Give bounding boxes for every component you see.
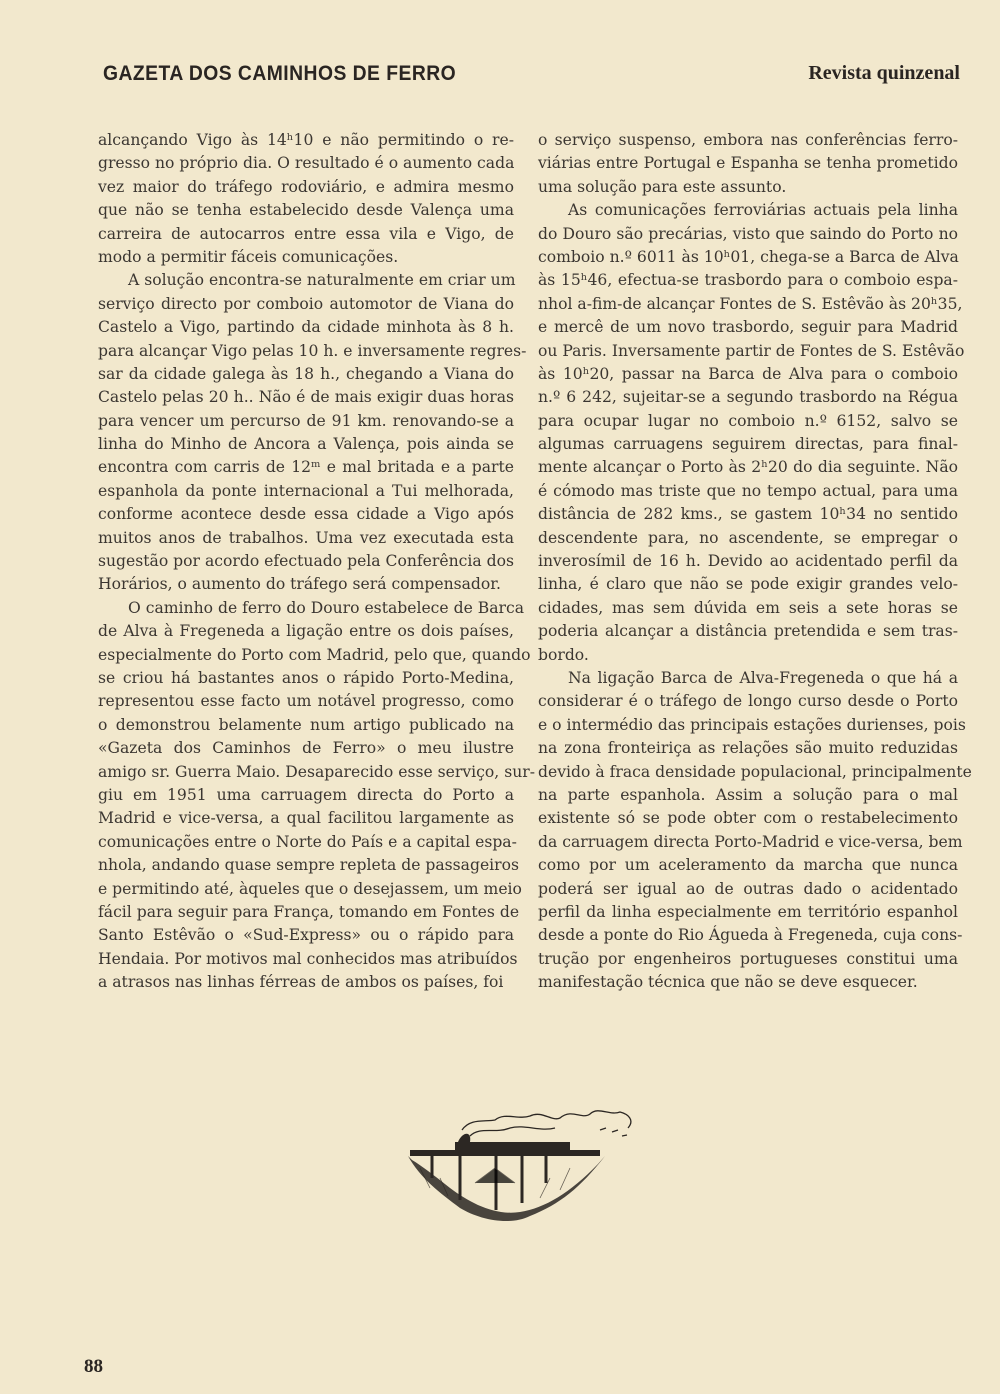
text-line: Madrid e vice-versa, a qual facilitou largamente as: [98, 809, 514, 828]
text-line: como por um aceleramento da marcha que nunca: [538, 856, 958, 875]
text-line: giu em 1951 uma carruagem directa do Porto a: [98, 785, 514, 804]
text-line: ou Paris. Inversamente partir de Fontes de S. Estêvão: [538, 341, 965, 360]
text-line: nhol a-fim-de alcançar Fontes de S. Estêvão às 20ʰ35,: [538, 294, 963, 313]
text-line: manifestação técnica que não se deve esquecer.: [538, 973, 918, 992]
text-line: a atrasos nas linhas férreas de ambos os países, foi: [98, 973, 504, 992]
text-line: Na ligação Barca de Alva-Fregeneda o que há a: [568, 668, 958, 687]
text-line: e permitindo até, àqueles que o desejassem, um meio: [98, 879, 522, 898]
text-line: muitos anos de trabalhos. Uma vez executada esta: [98, 528, 514, 547]
text-line: para vencer um percurso de 91 km. renovando-se a: [98, 411, 514, 430]
text-line: de Alva à Fregeneda a ligação entre os dois países,: [98, 622, 514, 641]
text-line: para ocupar lugar no comboio n.º 6152, salvo se: [538, 411, 958, 430]
running-header-subtitle: Revista quinzenal: [808, 62, 960, 84]
text-line: uma solução para este assunto.: [538, 177, 787, 196]
right-column: [538, 129, 972, 994]
text-line: gresso no próprio dia. O resultado é o aumento cada: [98, 154, 515, 173]
text-line: cidades, mas sem dúvida em seis a sete horas se: [538, 598, 958, 617]
paragraph: [538, 129, 958, 199]
text-line: linha do Minho de Ancora a Valença, pois ainda se: [98, 435, 514, 454]
text-line: o demonstrou belamente num artigo publicado na: [98, 715, 514, 734]
text-line: sar da cidade galega às 18 h., chegando a Viana do: [98, 364, 514, 383]
text-line: sugestão por acordo efectuado pela Conferência dos: [98, 552, 514, 571]
text-line: Castelo pelas 20 h.. Não é de mais exigir duas horas: [98, 388, 514, 407]
paragraph: [98, 269, 527, 596]
text-line: devido à fraca densidade populacional, principalmente: [538, 762, 972, 781]
paragraph: [98, 129, 514, 269]
text-line: conforme acontece desde essa cidade a Vigo após: [98, 505, 514, 524]
text-line: inverosímil de 16 h. Devido ao acidentado perfil da: [538, 552, 958, 571]
text-line: amigo sr. Guerra Maio. Desaparecido esse serviço, sur-: [98, 762, 535, 781]
left-column: [98, 129, 535, 994]
running-header-title: GAZETA DOS CAMINHOS DE FERRO: [103, 62, 457, 85]
text-line: espanhola da ponte internacional a Tui melhorada,: [98, 481, 514, 500]
text-line: desde a ponte do Rio Águeda à Fregeneda, cuja cons-: [538, 926, 963, 945]
text-line: representou esse facto um notável progresso, como: [98, 692, 514, 711]
text-line: se criou há bastantes anos o rápido Porto-Medina,: [98, 668, 514, 687]
text-line: poderia alcançar a distância pretendida e sem tras-: [538, 622, 958, 641]
text-line: algumas carruagens seguirem directas, para final-: [538, 435, 958, 454]
text-line: serviço directo por comboio automotor de Viana do: [98, 294, 514, 313]
text-line: o serviço suspenso, embora nas conferências ferro-: [538, 131, 958, 149]
text-line: vez maior do tráfego rodoviário, e admira mesmo: [98, 177, 514, 196]
text-line: trução por engenheiros portugueses constitui uma: [538, 949, 958, 968]
text-line: e o intermédio das principais estações durienses, pois: [538, 715, 966, 734]
text-line: mente alcançar o Porto às 2ʰ20 do dia seguinte. Não: [538, 458, 958, 477]
text-line: fácil para seguir para França, tomando em Fontes de: [98, 902, 520, 921]
text-line: existente só se pode obter com o restabelecimento: [538, 809, 958, 828]
text-line: encontra com carris de 12ᵐ e mal britada e a parte: [98, 458, 514, 477]
text-line: linha, é claro que não se pode exigir grandes velo-: [538, 575, 958, 594]
text-line: da carruagem directa Porto-Madrid e vice-versa, bem: [538, 832, 963, 851]
text-line: Santo Estêvão o «Sud-Express» ou o rápido para: [98, 926, 514, 945]
text-line: perfil da linha especialmente em território espanhol: [538, 902, 958, 921]
text-line: é cómodo mas triste que no tempo actual, para uma: [538, 481, 958, 500]
text-line: na zona fronteiriça as relações são muito reduzidas: [538, 739, 958, 758]
paragraph: [538, 667, 972, 994]
text-line: e mercê de um novo trasbordo, seguir para Madrid: [538, 318, 958, 337]
page-number: 88: [84, 1356, 103, 1377]
text-line: «Gazeta dos Caminhos de Ferro» o meu ilustre: [98, 739, 514, 758]
text-line: Castelo a Vigo, partindo da cidade minhota às 8 h.: [98, 318, 514, 337]
text-line: A solução encontra-se naturalmente em criar um: [128, 271, 516, 290]
paragraph: [538, 199, 965, 667]
text-line: comunicações entre o Norte do País e a capital espa-: [98, 832, 517, 851]
text-line: Hendaia. Por motivos mal conhecidos mas atribuídos: [98, 949, 518, 968]
text-line: na parte espanhola. Assim a solução para o mal: [538, 785, 958, 804]
text-line: às 15ʰ46, efectua-se trasbordo para o comboio espa-: [538, 271, 958, 290]
text-line: comboio n.º 6011 às 10ʰ01, chega-se a Barca de Alva: [538, 247, 959, 266]
text-line: que não se tenha estabelecido desde Valença uma: [98, 201, 514, 220]
text-line: O caminho de ferro do Douro estabelece de Barca: [128, 598, 525, 617]
text-line: bordo.: [538, 645, 589, 664]
text-line: distância de 282 kms., se gastem 10ʰ34 no sentido: [538, 505, 958, 524]
text-line: às 10ʰ20, passar na Barca de Alva para o comboio: [538, 364, 958, 383]
text-line: Horários, o aumento do tráfego será compensador.: [98, 575, 501, 594]
text-line: do Douro são precárias, visto que saindo do Porto no: [538, 224, 958, 243]
text-line: para alcançar Vigo pelas 10 h. e inversamente regres-: [98, 341, 527, 360]
text-line: considerar é o tráfego de longo curso desde o Porto: [538, 692, 958, 711]
text-line: modo a permitir fáceis comunicações.: [98, 247, 399, 266]
text-line: As comunicações ferroviárias actuais pela linha: [568, 201, 958, 220]
paragraph: [98, 597, 535, 995]
text-line: poderá ser igual ao de outras dado o acidentado: [538, 879, 958, 898]
text-line: n.º 6 242, sujeitar-se a segundo trasbordo na Régua: [538, 388, 958, 407]
train-on-viaduct-illustration: [400, 1108, 645, 1228]
text-line: especialmente do Porto com Madrid, pelo que, quando: [98, 645, 531, 664]
text-line: viárias entre Portugal e Espanha se tenha prometido: [538, 154, 958, 173]
text-line: descendente para, no ascendente, se empregar o: [538, 528, 958, 547]
text-line: nhola, andando quase sempre repleta de passageiros: [98, 856, 520, 875]
text-line: carreira de autocarros entre essa vila e Vigo, de: [98, 224, 514, 243]
text-line: alcançando Vigo às 14ʰ10 e não permitindo o re-: [98, 131, 514, 149]
